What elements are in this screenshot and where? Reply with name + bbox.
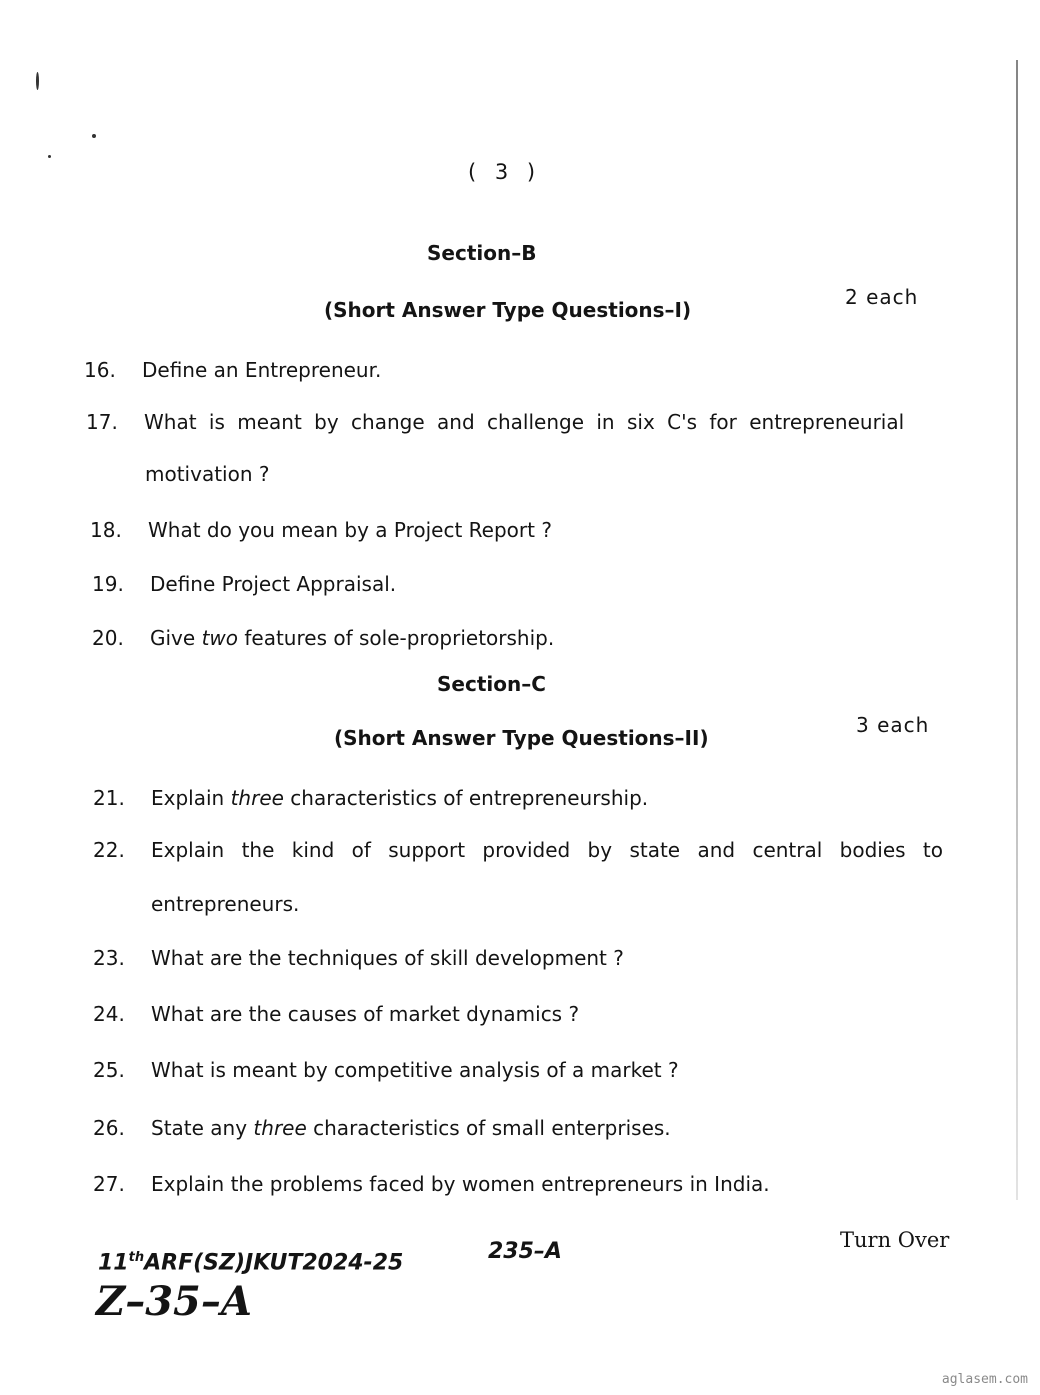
- scan-edge-line: [1016, 60, 1018, 1200]
- question-16: [84, 358, 381, 382]
- question-18: [90, 518, 552, 542]
- section-c-marks: 3 each: [856, 713, 930, 737]
- question-text-post: features of sole-proprietorship.: [238, 626, 555, 650]
- question-27: [93, 1172, 770, 1196]
- scan-speck: [36, 72, 39, 90]
- question-17: [86, 410, 904, 434]
- question-number: 24.: [93, 1002, 125, 1026]
- question-text-pre: Give: [150, 626, 202, 650]
- section-b-subtitle: (Short Answer Type Questions–I): [324, 298, 692, 322]
- section-c-subtitle: (Short Answer Type Questions–II): [334, 726, 709, 750]
- question-26: [93, 1116, 671, 1140]
- question-number: 27.: [93, 1172, 125, 1196]
- question-24: [93, 1002, 579, 1026]
- question-number: 25.: [93, 1058, 125, 1082]
- question-19: [92, 572, 396, 596]
- question-text: What is meant by change and challenge in six C's for entrepreneurial: [144, 410, 905, 434]
- section-c-title: Section–C: [437, 672, 546, 696]
- question-text: What do you mean by a Project Report ?: [148, 518, 552, 542]
- question-text-pre: Explain: [151, 786, 231, 810]
- question-text: Explain the kind of support provided by state and central bodies to: [151, 838, 944, 862]
- question-text-post: characteristics of entrepreneurship.: [283, 786, 649, 810]
- exam-code-prefix: 11: [98, 1250, 129, 1276]
- page-number: ( 3 ): [468, 160, 542, 184]
- question-20: [92, 626, 554, 650]
- question-number: 21.: [93, 786, 125, 810]
- exam-code-sup: th: [128, 1250, 145, 1265]
- question-text-emphasis: two: [201, 626, 238, 650]
- question-22-continuation: entrepreneurs.: [151, 892, 300, 916]
- question-number: 18.: [90, 518, 122, 542]
- scan-speck: [48, 155, 51, 158]
- question-text: What are the causes of market dynamics ?: [151, 1002, 580, 1026]
- question-number: 16.: [84, 358, 116, 382]
- turn-over-label: Turn Over: [840, 1228, 950, 1252]
- section-b-title: Section–B: [427, 241, 537, 265]
- question-text-pre: State any: [151, 1116, 254, 1140]
- question-22: [93, 838, 943, 862]
- question-text: Define an Entrepreneur.: [142, 358, 382, 382]
- question-number: 17.: [86, 410, 118, 434]
- watermark: aglasem.com: [941, 1372, 1028, 1387]
- question-number: 23.: [93, 946, 125, 970]
- question-number: 19.: [92, 572, 124, 596]
- paper-code: 235–A: [488, 1239, 562, 1264]
- question-number: 22.: [93, 838, 125, 862]
- question-text: Define Project Appraisal.: [150, 572, 397, 596]
- exam-code: [98, 1250, 403, 1275]
- question-text-emphasis: three: [230, 786, 284, 810]
- question-21: [93, 786, 648, 810]
- question-text: What are the techniques of skill development ?: [151, 946, 624, 970]
- question-number: 20.: [92, 626, 124, 650]
- question-text-emphasis: three: [253, 1116, 307, 1140]
- question-text: Explain the problems faced by women entrepreneurs in India.: [151, 1172, 770, 1196]
- question-number: 26.: [93, 1116, 125, 1140]
- question-17-continuation: motivation ?: [145, 462, 270, 486]
- question-text: What is meant by competitive analysis of a market ?: [151, 1058, 679, 1082]
- question-25: [93, 1058, 679, 1082]
- exam-code-rest: ARF(SZ)JKUT2024-25: [144, 1250, 404, 1276]
- question-23: [93, 946, 624, 970]
- section-b-marks: 2 each: [845, 285, 919, 309]
- question-text-post: characteristics of small enterprises.: [306, 1116, 671, 1140]
- series-code: Z–35–A: [96, 1278, 252, 1325]
- scan-speck: [92, 134, 96, 138]
